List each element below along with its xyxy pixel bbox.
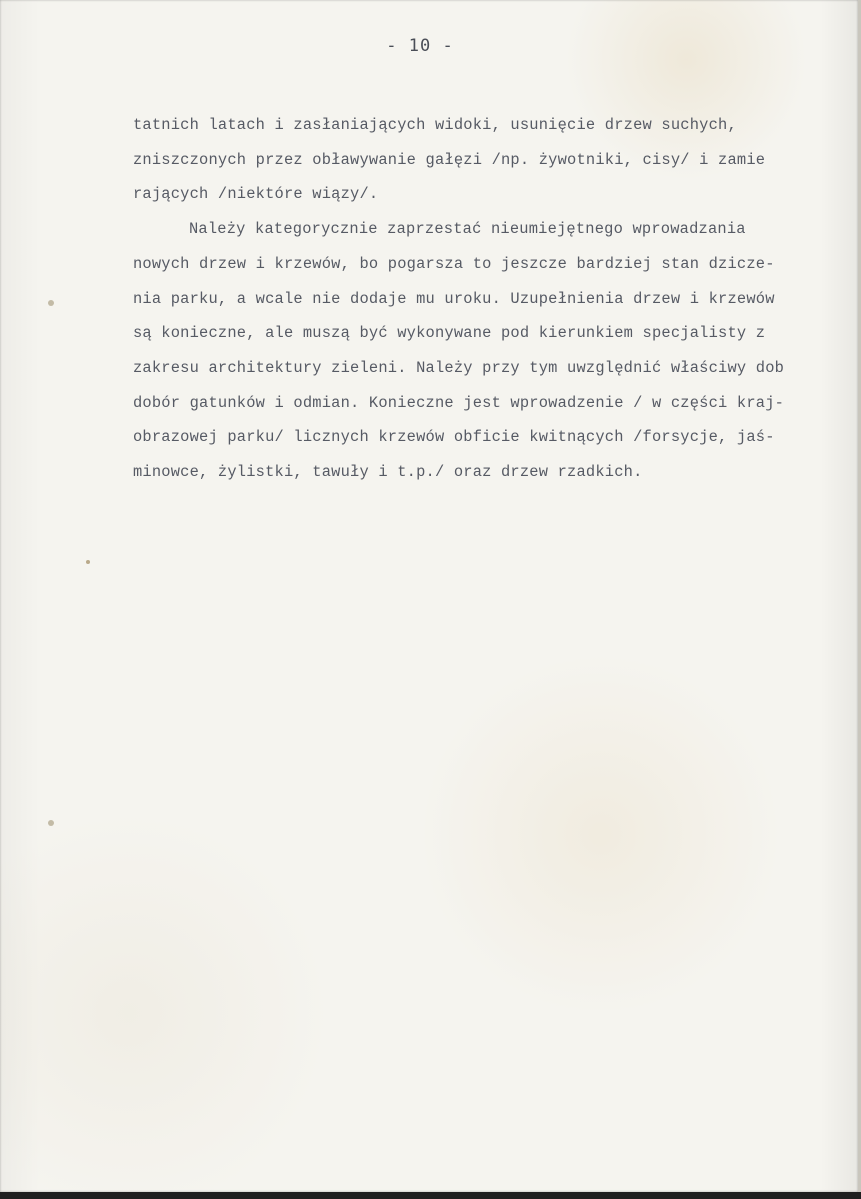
body-text: [133, 108, 853, 490]
page-number: - 10 -: [386, 36, 454, 56]
text-line-2: zniszczonych przez obławywanie gałęzi /np. żywotniki, cisy/ i zamie: [133, 150, 766, 169]
text-line-10: obrazowej parku/ licznych krzewów obficie kwitnących /forsycje, jaś-: [133, 428, 775, 447]
text-line-4: Należy kategorycznie zaprzestać nieumiejętnego wprowadzania: [189, 220, 746, 239]
text-line-6: nia parku, a wcale nie dodaje mu uroku. Uzupełnienia drzew i krzewów: [133, 289, 775, 308]
text-line-8: zakresu architektury zieleni. Należy przy tym uwzględnić właściwy dob: [133, 358, 785, 377]
punch-hole-mark: [48, 820, 54, 826]
scan-bottom-edge: [0, 1192, 861, 1199]
text-line-7: są konieczne, ale muszą być wykonywane pod kierunkiem specjalisty z: [133, 324, 766, 343]
text-line-9: dobór gatunków i odmian. Konieczne jest wprowadzenie / w części kraj-: [133, 393, 785, 412]
text-line-11: minowce, żylistki, tawuły i t.p./ oraz drzew rzadkich.: [133, 463, 643, 482]
text-line-5: nowych drzew i krzewów, bo pogarsza to jeszcze bardziej stan dzicze-: [133, 254, 775, 273]
text-line-1: tatnich latach i zasłaniających widoki, usunięcie drzew suchych,: [133, 116, 737, 134]
margin-speck: [86, 560, 90, 564]
punch-hole-mark: [48, 300, 54, 306]
text-line-3: rających /niektóre wiązy/.: [133, 185, 379, 204]
